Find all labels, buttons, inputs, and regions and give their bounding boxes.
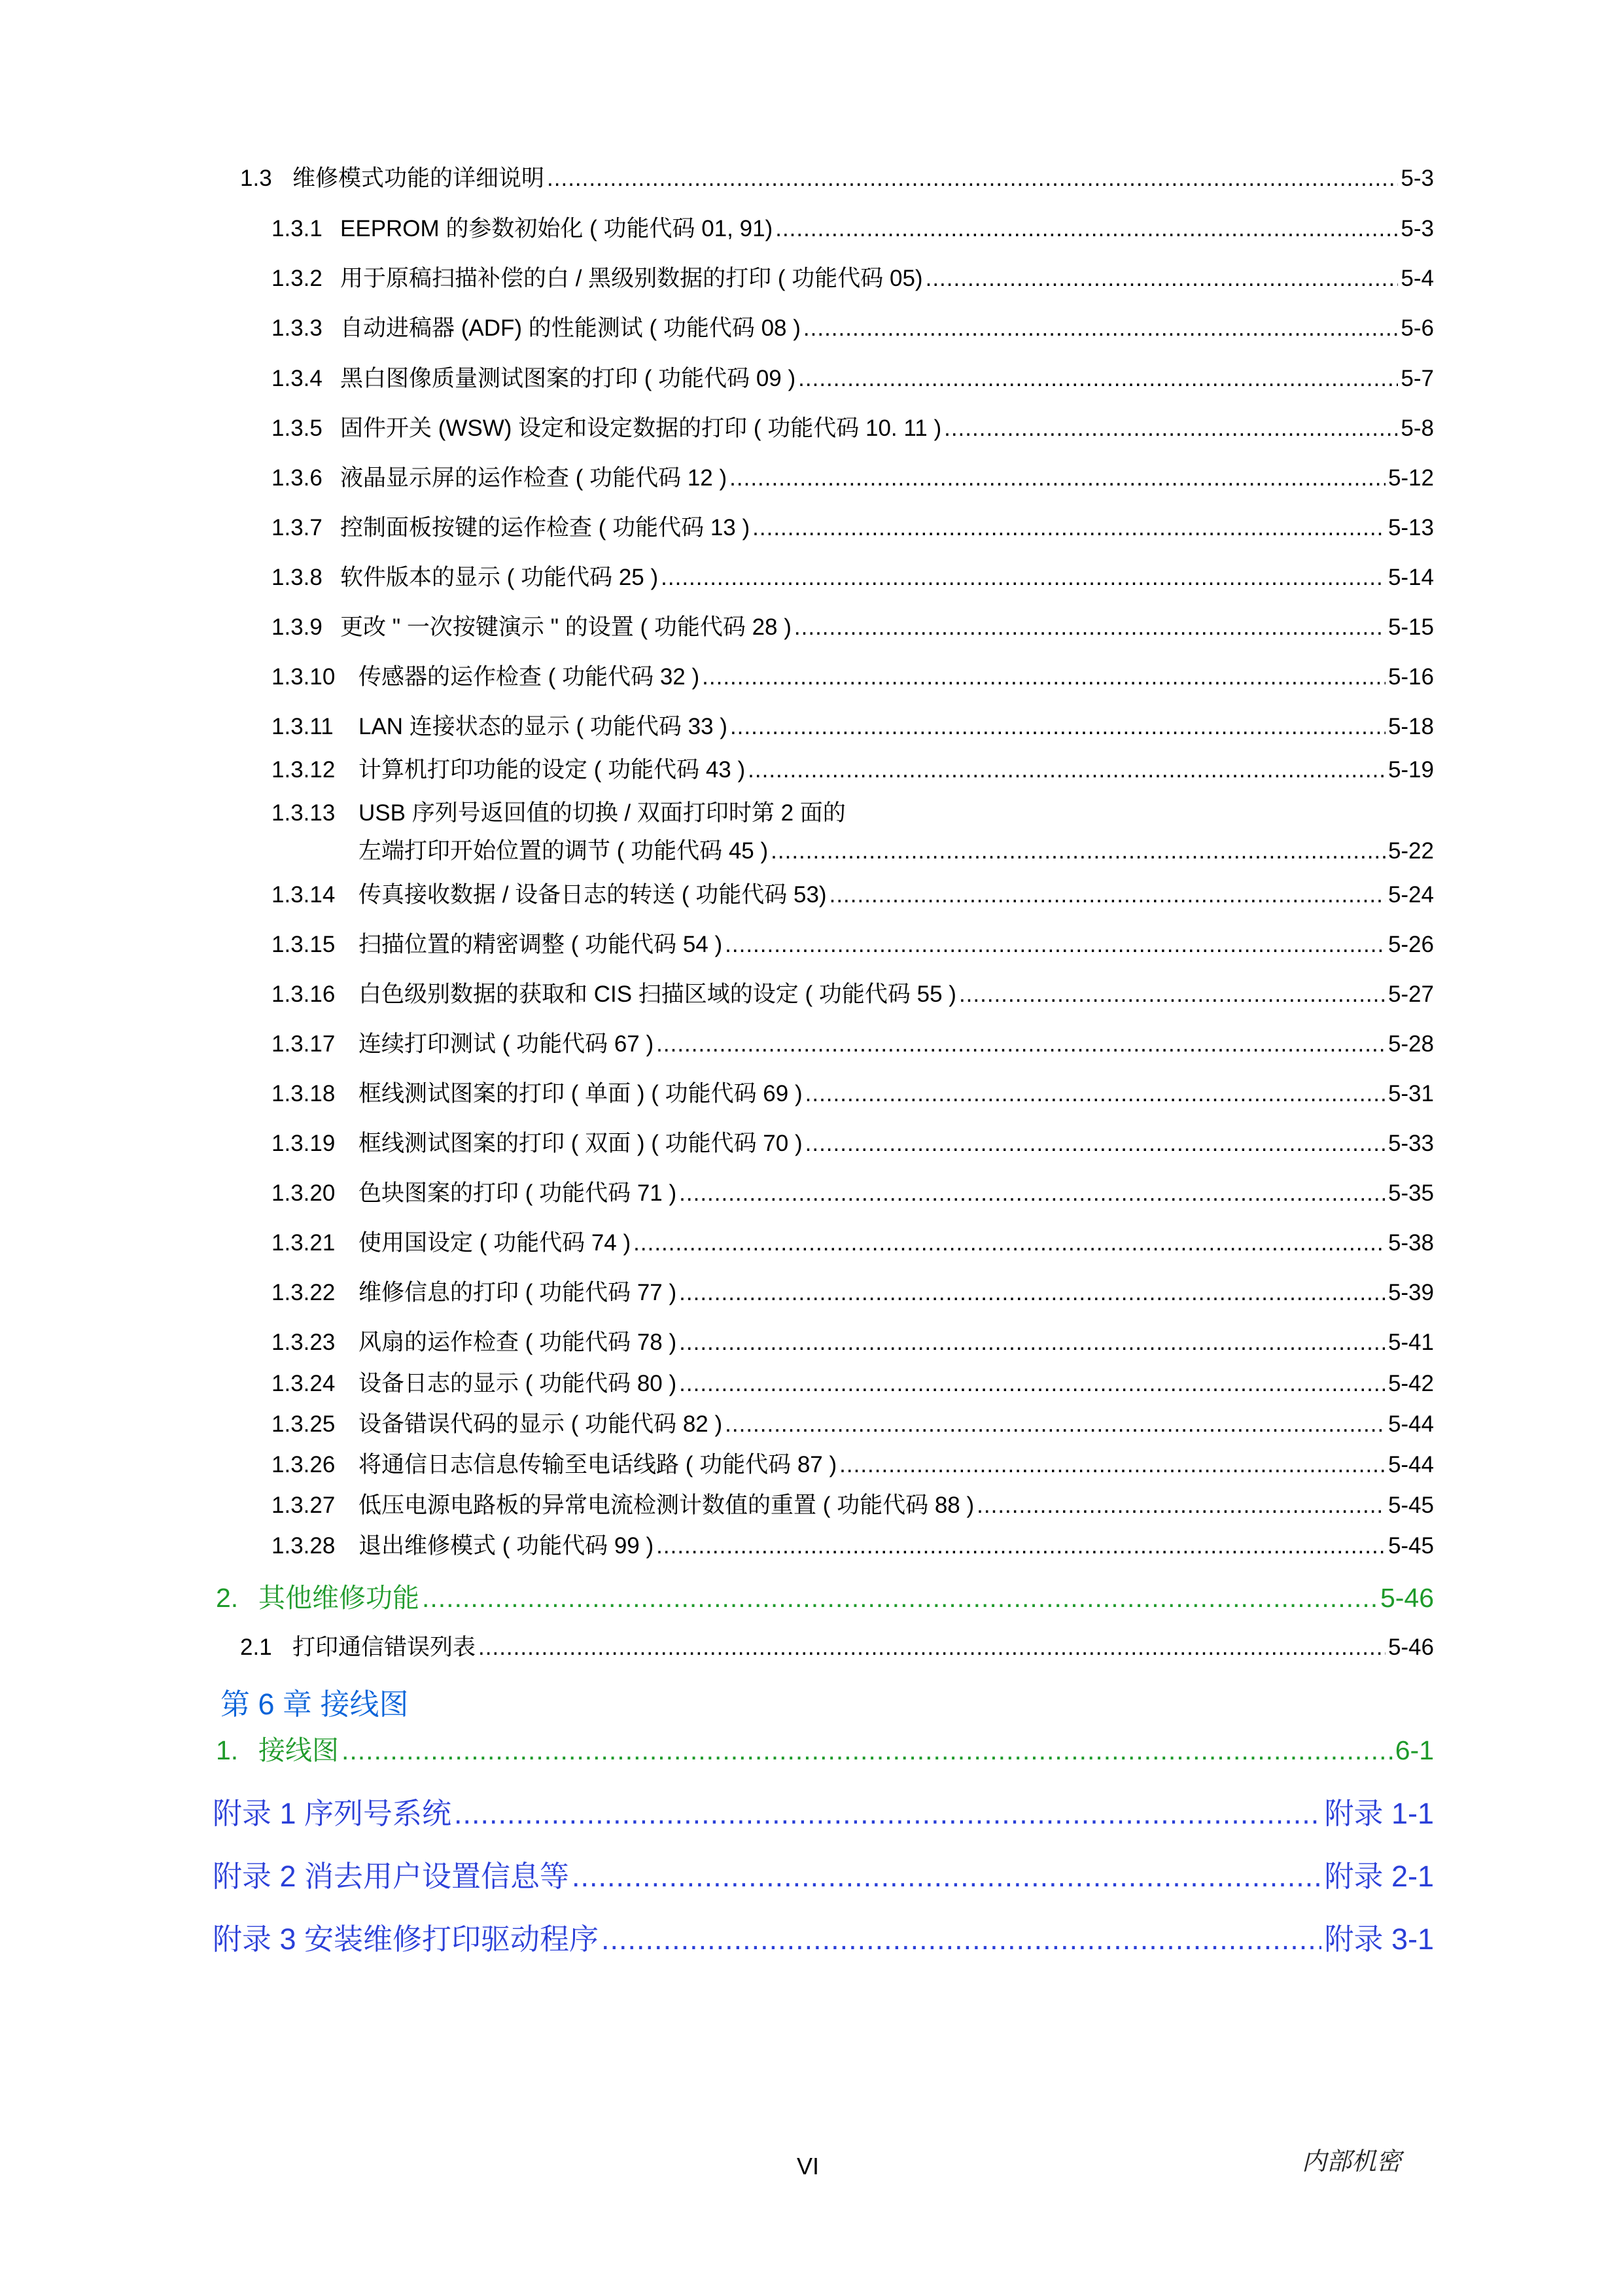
- entry-page: 5-6: [1401, 315, 1434, 341]
- leader-dots: [601, 1922, 1321, 1956]
- entry-number: 1.3.26: [271, 1452, 336, 1477]
- entry-page: 5-45: [1387, 1533, 1434, 1559]
- toc-entry-1-3-25[interactable]: [271, 1406, 1434, 1439]
- entry-title: 自动进稿器 (ADF) 的性能测试 ( 功能代码 08 ): [340, 315, 801, 341]
- leader-dots: [805, 1081, 1386, 1107]
- entry-title: 维修模式功能的详细说明: [292, 166, 545, 191]
- entry-title: 传真接收数据 / 设备日志的转送 ( 功能代码 53): [358, 882, 827, 908]
- leader-dots: [572, 1860, 1321, 1894]
- confidential-label: 内部机密: [1302, 2147, 1402, 2176]
- entry-page: 附录 2-1: [1324, 1860, 1434, 1893]
- entry-number: 1.3.17: [271, 1031, 336, 1057]
- toc-entry-1-3-15[interactable]: [271, 927, 1434, 959]
- entry-page: 5-27: [1387, 981, 1434, 1007]
- entry-number: 1.3.6: [271, 465, 323, 491]
- entry-number: 1.3.1: [271, 216, 323, 241]
- entry-title: 用于原稿扫描补偿的白 / 黑级别数据的打印 ( 功能代码 05): [340, 266, 923, 291]
- entry-title: 维修信息的打印 ( 功能代码 77 ): [358, 1280, 677, 1305]
- entry-number: 1.3.2: [271, 266, 323, 291]
- entry-title: 色块图案的打印 ( 功能代码 71 ): [358, 1180, 677, 1206]
- entry-page: 5-22: [1387, 838, 1434, 864]
- toc-appendix-1[interactable]: [213, 1790, 1434, 1832]
- toc-entry-1-3-23[interactable]: [271, 1324, 1434, 1357]
- toc-entry-1-3-10[interactable]: [271, 659, 1434, 692]
- entry-number: 1.3.11: [271, 714, 334, 739]
- leader-dots: [748, 757, 1386, 783]
- entry-title: 附录 2 消去用户设置信息等: [213, 1860, 570, 1893]
- entry-number: 2.: [216, 1583, 239, 1613]
- toc-entry-2-1[interactable]: [240, 1629, 1434, 1662]
- entry-title: 将通信日志信息传输至电话线路 ( 功能代码 87 ): [358, 1452, 837, 1477]
- entry-number: 1.3.18: [271, 1081, 336, 1106]
- entry-page: 5-16: [1387, 664, 1434, 690]
- entry-number: 1.3.23: [271, 1330, 336, 1355]
- entry-number: 1.3.19: [271, 1131, 336, 1156]
- toc-entry-1-3-12[interactable]: [271, 752, 1434, 785]
- toc-entry-1-3-8[interactable]: [271, 559, 1434, 592]
- toc-entry-1-3-28[interactable]: [271, 1528, 1434, 1561]
- leader-dots: [679, 1371, 1386, 1397]
- entry-number: 1.3.4: [271, 366, 323, 391]
- entry-number: 1.3.27: [271, 1492, 336, 1518]
- entry-page: 5-45: [1387, 1492, 1434, 1518]
- leader-dots: [959, 981, 1386, 1008]
- toc-entry-1-3-3[interactable]: [271, 310, 1434, 343]
- toc-entry-1-3-14[interactable]: [271, 877, 1434, 910]
- leader-dots: [775, 216, 1398, 242]
- entry-page: 5-13: [1387, 515, 1434, 540]
- entry-title: EEPROM 的参数初始化 ( 功能代码 01, 91): [340, 216, 773, 241]
- toc-entry-1-3-16[interactable]: [271, 976, 1434, 1009]
- entry-title: 计算机打印功能的设定 ( 功能代码 43 ): [358, 757, 746, 783]
- toc-entry-1-3-17[interactable]: [271, 1026, 1434, 1059]
- toc-entry-1-3-11[interactable]: [271, 709, 1434, 741]
- entry-page: 5-46: [1380, 1583, 1434, 1613]
- entry-title: 连续打印测试 ( 功能代码 67 ): [358, 1031, 654, 1057]
- entry-title: 退出维修模式 ( 功能代码 99 ): [358, 1533, 654, 1559]
- entry-title-continued: 左端打印开始位置的调节 ( 功能代码 45 ): [358, 838, 769, 864]
- leader-dots: [478, 1634, 1386, 1661]
- entry-number: 1.3.16: [271, 981, 336, 1007]
- entry-page: 附录 3-1: [1324, 1922, 1434, 1956]
- entry-page: 6-1: [1395, 1735, 1434, 1765]
- entry-title: 框线测试图案的打印 ( 单面 ) ( 功能代码 69 ): [358, 1081, 803, 1106]
- entry-page: 5-26: [1387, 932, 1434, 957]
- entry-title: 使用国设定 ( 功能代码 74 ): [358, 1230, 631, 1256]
- entry-title: 软件版本的显示 ( 功能代码 25 ): [340, 565, 659, 590]
- entry-page: 5-18: [1387, 714, 1434, 739]
- leader-dots: [679, 1280, 1386, 1306]
- leader-dots: [805, 1131, 1386, 1157]
- entry-number: 1.3.12: [271, 757, 336, 783]
- entry-page: 5-42: [1387, 1371, 1434, 1396]
- chapter-heading: 第 6 章 接线图: [220, 1687, 409, 1721]
- entry-number: 1.3.14: [271, 882, 336, 908]
- leader-dots: [454, 1797, 1321, 1831]
- entry-number: 1.3.5: [271, 415, 323, 441]
- entry-number: 1.3.9: [271, 614, 323, 640]
- entry-title: 附录 3 安装维修打印驱动程序: [213, 1922, 599, 1956]
- entry-page: 5-41: [1387, 1330, 1434, 1355]
- toc-entry-1-3-18[interactable]: [271, 1076, 1434, 1108]
- entry-page: 5-46: [1387, 1634, 1434, 1660]
- leader-dots: [944, 415, 1398, 442]
- entry-page: 5-44: [1387, 1452, 1434, 1477]
- entry-page: 5-14: [1387, 565, 1434, 590]
- entry-title: 其他维修功能: [258, 1583, 419, 1613]
- entry-title: 传感器的运作检查 ( 功能代码 32 ): [358, 664, 700, 690]
- leader-dots: [926, 266, 1399, 292]
- toc-entry-1-3-4[interactable]: [271, 361, 1434, 393]
- toc-entry-1-3-13-line2[interactable]: [358, 833, 1434, 866]
- entry-number: 1.3.8: [271, 565, 323, 590]
- entry-title: 黑白图像质量测试图案的打印 ( 功能代码 09 ): [340, 366, 796, 391]
- entry-title: 框线测试图案的打印 ( 双面 ) ( 功能代码 70 ): [358, 1131, 803, 1156]
- entry-page: 5-8: [1401, 415, 1434, 441]
- entry-number: 1.3.10: [271, 664, 336, 690]
- entry-page: 5-38: [1387, 1230, 1434, 1256]
- toc-entry-1-3-5[interactable]: [271, 410, 1434, 443]
- toc-entry-1-3-19[interactable]: [271, 1125, 1434, 1158]
- leader-dots: [679, 1180, 1386, 1207]
- toc-section-2[interactable]: [216, 1576, 1434, 1615]
- entry-title: 控制面板按键的运作检查 ( 功能代码 13 ): [340, 515, 750, 540]
- entry-number: 2.1: [240, 1634, 272, 1660]
- leader-dots: [702, 664, 1386, 690]
- leader-dots: [771, 838, 1386, 864]
- leader-dots: [656, 1031, 1386, 1057]
- entry-page: 5-35: [1387, 1180, 1434, 1206]
- entry-page: 5-31: [1387, 1081, 1434, 1106]
- page-number: VI: [797, 2153, 820, 2180]
- entry-title: 固件开关 (WSW) 设定和设定数据的打印 ( 功能代码 10. 11 ): [340, 415, 942, 441]
- leader-dots: [730, 714, 1386, 740]
- toc-entry-1-3-26[interactable]: [271, 1447, 1434, 1479]
- toc-entry-1-3-6[interactable]: [271, 460, 1434, 493]
- leader-dots: [422, 1583, 1378, 1614]
- entry-page: 5-4: [1401, 266, 1434, 291]
- toc-entry-1-3-2[interactable]: [271, 260, 1434, 293]
- leader-dots: [829, 882, 1386, 908]
- entry-title: 低压电源电路板的异常电流检测计数值的重置 ( 功能代码 88 ): [358, 1492, 975, 1518]
- entry-number: 1.3: [240, 166, 272, 191]
- entry-number: 1.3.28: [271, 1533, 336, 1559]
- entry-title: 液晶显示屏的运作检查 ( 功能代码 12 ): [340, 465, 727, 491]
- toc-entry-1-3-9[interactable]: [271, 609, 1434, 642]
- leader-dots: [729, 465, 1386, 491]
- entry-number: 1.3.20: [271, 1180, 336, 1206]
- entry-page: 5-3: [1401, 216, 1434, 241]
- leader-dots: [752, 515, 1386, 541]
- leader-dots: [725, 932, 1386, 958]
- entry-page: 5-12: [1387, 465, 1434, 491]
- leader-dots: [798, 366, 1398, 392]
- entry-page: 5-3: [1401, 166, 1434, 191]
- leader-dots: [977, 1492, 1386, 1519]
- entry-title: 设备错误代码的显示 ( 功能代码 82 ): [358, 1411, 723, 1437]
- entry-number: 1.3.24: [271, 1371, 336, 1396]
- entry-title: 更改 " 一次按键演示 " 的设置 ( 功能代码 28 ): [340, 614, 792, 640]
- entry-page: 5-44: [1387, 1411, 1434, 1437]
- entry-page: 5-7: [1401, 366, 1434, 391]
- entry-page: 5-19: [1387, 757, 1434, 783]
- toc-entry-1-3-22[interactable]: [271, 1275, 1434, 1307]
- entry-page: 5-15: [1387, 614, 1434, 640]
- leader-dots: [341, 1735, 1393, 1766]
- toc-entry-1-3-27[interactable]: [271, 1487, 1434, 1520]
- entry-page: 5-24: [1387, 882, 1434, 908]
- leader-dots: [839, 1452, 1386, 1478]
- toc-appendix-2[interactable]: [213, 1852, 1434, 1895]
- entry-number: 1.3.13: [271, 800, 336, 826]
- leader-dots: [725, 1411, 1386, 1438]
- toc-appendix-3[interactable]: [213, 1915, 1434, 1958]
- toc-entry-1-3-24[interactable]: [271, 1366, 1434, 1398]
- entry-title: USB 序列号返回值的切换 / 双面打印时第 2 面的: [358, 800, 846, 826]
- toc-entry-1-3-1[interactable]: [271, 211, 1434, 243]
- entry-number: 1.3.21: [271, 1230, 336, 1256]
- toc-entry-1-3-21[interactable]: [271, 1225, 1434, 1258]
- toc-section-6-1[interactable]: [216, 1729, 1434, 1767]
- toc-entry-1-3-7[interactable]: [271, 510, 1434, 542]
- entry-number: 1.3.25: [271, 1411, 336, 1437]
- leader-dots: [679, 1330, 1386, 1356]
- leader-dots: [794, 614, 1386, 641]
- entry-number: 1.3.15: [271, 932, 336, 957]
- entry-page: 附录 1-1: [1324, 1797, 1434, 1830]
- entry-page: 5-28: [1387, 1031, 1434, 1057]
- entry-title: 接线图: [258, 1735, 339, 1765]
- leader-dots: [547, 166, 1398, 192]
- entry-title: 附录 1 序列号系统: [213, 1797, 452, 1830]
- entry-page: 5-39: [1387, 1280, 1434, 1305]
- entry-number: 1.: [216, 1735, 239, 1765]
- entry-title: 打印通信错误列表: [292, 1634, 476, 1660]
- entry-page: 5-33: [1387, 1131, 1434, 1156]
- entry-title: 白色级别数据的获取和 CIS 扫描区域的设定 ( 功能代码 55 ): [358, 981, 956, 1007]
- entry-title: 风扇的运作检查 ( 功能代码 78 ): [358, 1330, 677, 1355]
- leader-dots: [656, 1533, 1386, 1559]
- leader-dots: [661, 565, 1386, 591]
- toc-entry-1-3-20[interactable]: [271, 1175, 1434, 1208]
- entry-title: 设备日志的显示 ( 功能代码 80 ): [358, 1371, 677, 1396]
- entry-title: LAN 连接状态的显示 ( 功能代码 33 ): [358, 714, 727, 739]
- toc-entry-1-3[interactable]: [240, 160, 1434, 193]
- entry-title: 扫描位置的精密调整 ( 功能代码 54 ): [358, 932, 723, 957]
- entry-number: 1.3.22: [271, 1280, 336, 1305]
- entry-number: 1.3.3: [271, 315, 323, 341]
- entry-number: 1.3.7: [271, 515, 323, 540]
- leader-dots: [633, 1230, 1386, 1256]
- leader-dots: [803, 315, 1399, 342]
- toc-entry-1-3-13-line1[interactable]: [271, 795, 1434, 828]
